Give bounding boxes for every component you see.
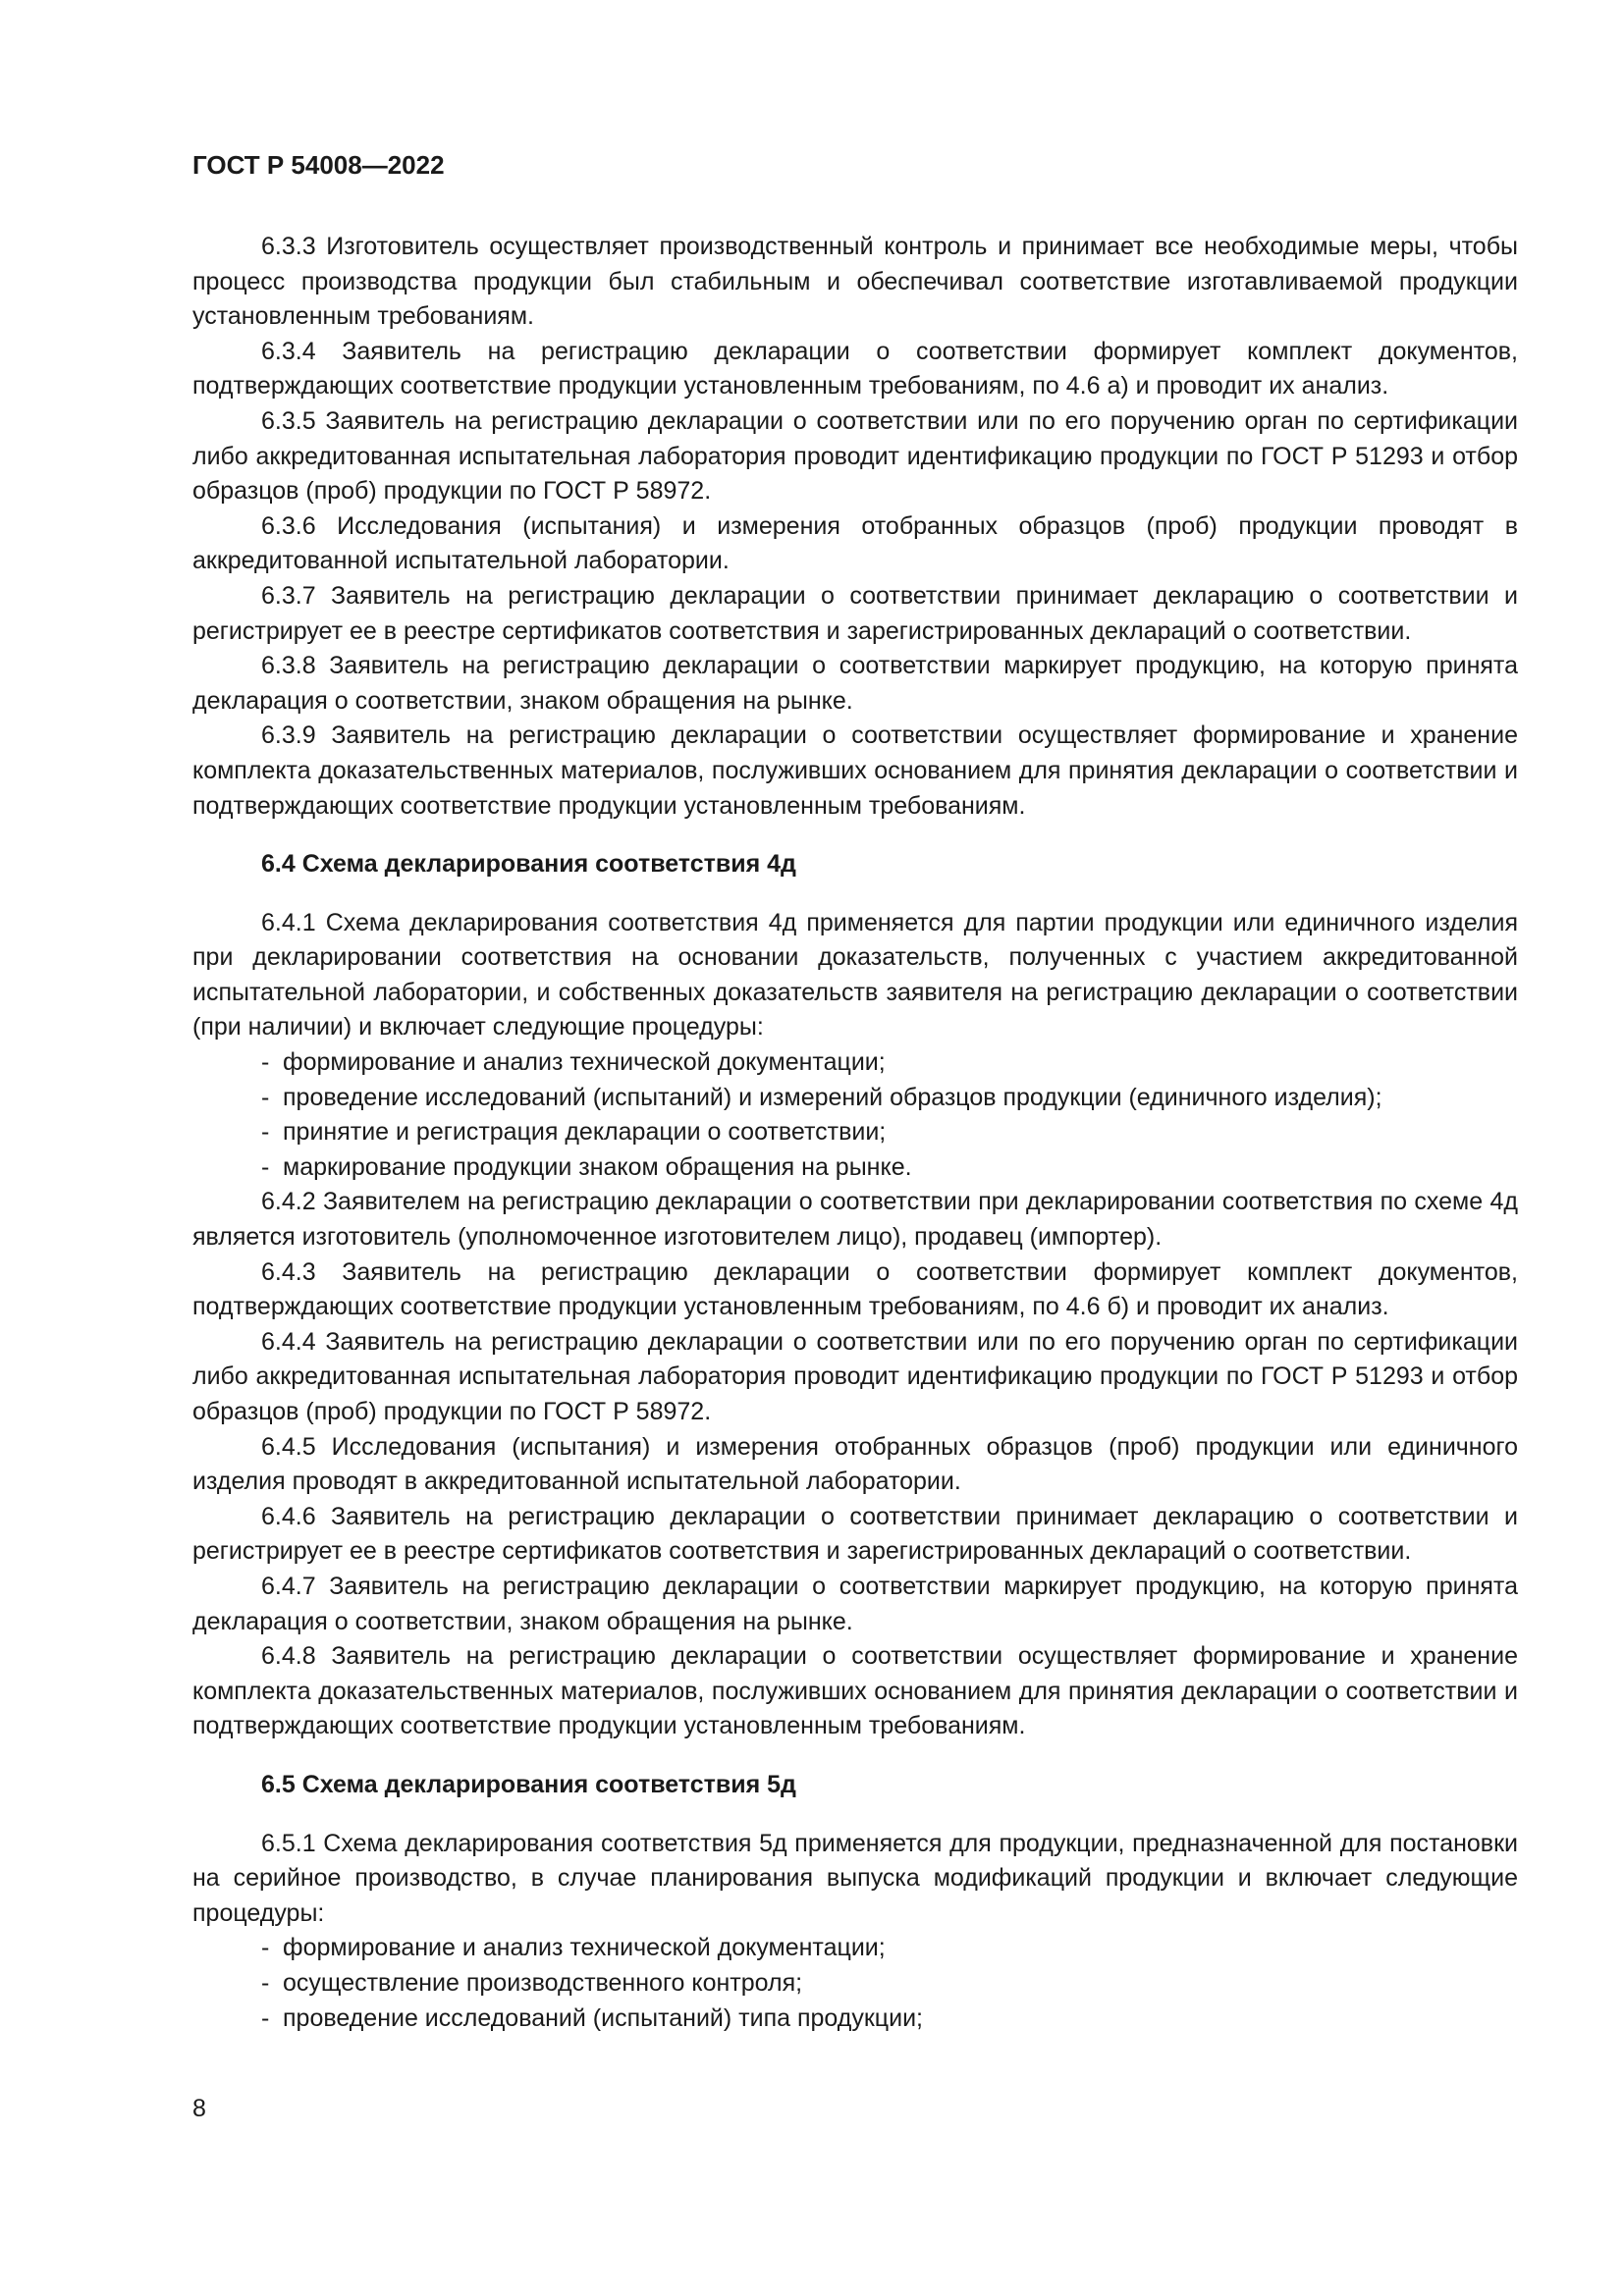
list-item: - проведение исследований (испытаний) и измерений образцов продукции (единичного изделия); <box>261 1081 1518 1116</box>
paragraph-6-4-7: 6.4.7 Заявитель на регистрацию декларации о соответствии маркирует продукцию, на которую принята декларация о соответствии, знаком обращения на рынке. <box>192 1572 1518 1635</box>
paragraph-6-4-1: 6.4.1 Схема декларирования соответствия 4д применяется для партии продукции или единичного изделия при декларировании соответствия на основании доказательств, полученных с участием аккредитованной испытательной лаборатории, и собственных доказательств заявителя на регистрацию декларации о соответствии (при наличии) и включает следующие процедуры: <box>192 908 1518 1041</box>
paragraph-6-4-6: 6.4.6 Заявитель на регистрацию декларации о соответствии принимает декларацию о соответствии и регистрирует ее в реестре сертификатов соответствия и зарегистрированных деклараций о соответствии. <box>192 1502 1518 1566</box>
paragraph-6-4-4: 6.4.4 Заявитель на регистрацию декларации о соответствии или по его поручению орган по сертификации либо аккредитованная испытательная лаборатория проводит идентификацию продукции по ГОСТ Р 51293 и отбор образцов (проб) продукции по ГОСТ Р 58972. <box>192 1327 1518 1425</box>
paragraph-6-3-3: 6.3.3 Изготовитель осуществляет производственный контроль и принимает все необходимые меры, чтобы процесс производства продукции был стабильным и обеспечивал соответствие изготавливаемой продукции установленным требованиям. <box>192 233 1518 331</box>
list-item: - маркирование продукции знаком обращения на рынке. <box>261 1150 1518 1186</box>
paragraph-6-3-8: 6.3.8 Заявитель на регистрацию декларации о соответствии маркирует продукцию, на которую принята декларация о соответствии, знаком обращения на рынке. <box>192 652 1518 715</box>
list-item: - формирование и анализ технической документации; <box>261 1931 1518 1966</box>
document-code: ГОСТ Р 54008—2022 <box>192 150 445 180</box>
paragraph-6-4-5: 6.4.5 Исследования (испытания) и измерения отобранных образцов (проб) продукции или единичного изделия проводят в аккредитованной испытательной лаборатории. <box>192 1432 1518 1496</box>
list-item: - принятие и регистрация декларации о соответствии; <box>261 1115 1518 1150</box>
list-item: - проведение исследований (испытаний) типа продукции; <box>261 2002 1518 2037</box>
paragraph-6-5-1: 6.5.1 Схема декларирования соответствия 5д применяется для продукции, предназначенной для постановки на серийное производство, в случае планирования выпуска модификаций продукции и включает следующие процедуры: <box>192 1829 1518 1927</box>
list-item: - осуществление производственного контроля; <box>261 1966 1518 2002</box>
list-item: - формирование и анализ технической документации; <box>261 1045 1518 1081</box>
paragraph-6-3-7: 6.3.7 Заявитель на регистрацию декларации о соответствии принимает декларацию о соответствии и регистрирует ее в реестре сертификатов соответствия и зарегистрированных деклараций о соответствии. <box>192 581 1518 645</box>
page-number: 8 <box>192 2095 206 2122</box>
procedure-list-6-5 <box>192 1931 1518 2036</box>
paragraph-6-3-5: 6.3.5 Заявитель на регистрацию декларации о соответствии или по его поручению орган по сертификации либо аккредитованная испытательная лаборатория проводит идентификацию продукции по ГОСТ Р 51293 и отбор образцов (проб) продукции по ГОСТ Р 58972. <box>192 406 1518 506</box>
document-page <box>192 147 1518 2036</box>
paragraph-6-3-4: 6.3.4 Заявитель на регистрацию декларации о соответствии формирует комплект документов, подтверждающих соответствие продукции установленным требованиям, по 4.6 а) и проводит их анализ. <box>192 337 1518 400</box>
paragraph-6-3-9: 6.3.9 Заявитель на регистрацию декларации о соответствии осуществляет формирование и хранение комплекта доказательственных материалов, послуживших основанием для принятия декларации о соответствии и подтверждающих соответствие продукции установленным требованиям. <box>192 721 1518 820</box>
paragraph-6-4-2: 6.4.2 Заявителем на регистрацию декларации о соответствии при декларировании соответствия по схеме 4д является изготовитель (уполномоченное изготовителем лицо), продавец (импортер). <box>192 1188 1518 1252</box>
procedure-list-6-4 <box>192 1045 1518 1185</box>
paragraph-6-3-6: 6.3.6 Исследования (испытания) и измерения отобранных образцов (проб) продукции проводят в аккредитованной испытательной лаборатории. <box>192 511 1518 575</box>
paragraph-6-4-3: 6.4.3 Заявитель на регистрацию декларации о соответствии формирует комплект документов, подтверждающих соответствие продукции установленным требованиям, по 4.6 б) и проводит их анализ. <box>192 1257 1518 1321</box>
section-heading-6-4: 6.4 Схема декларирования соответствия 4д <box>261 850 796 879</box>
paragraph-6-4-8: 6.4.8 Заявитель на регистрацию декларации о соответствии осуществляет формирование и хранение комплекта доказательственных материалов, послуживших основанием для принятия декларации о соответствии и подтверждающих соответствие продукции установленным требованиям. <box>192 1642 1518 1740</box>
section-heading-6-5: 6.5 Схема декларирования соответствия 5д <box>261 1770 796 1798</box>
